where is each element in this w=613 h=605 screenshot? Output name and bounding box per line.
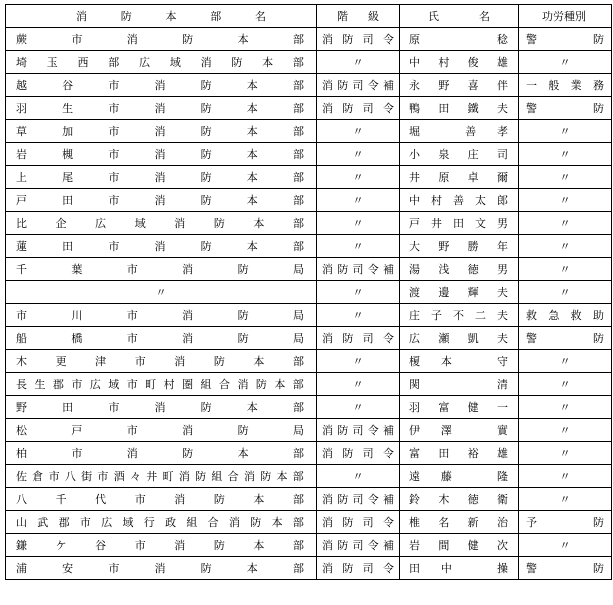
cell-award-type [519,97,612,120]
rank-text: 〃 [352,401,364,414]
cell-rank [317,189,400,212]
cell-rank [317,166,400,189]
table-row [6,143,612,166]
name-text: 渡 邊 輝 夫 [409,286,508,299]
department-text: 山 武 郡 市 広 域 行 政 組 合 消 防 本 部 [16,516,304,529]
rank-text: 消 防 司 令 補 [322,424,394,437]
cell-name [400,465,519,488]
award-type-text: 警 防 [526,562,604,575]
name-text: 堀 善 孝 [409,125,508,138]
table-row [6,373,612,396]
rank-text: 〃 [352,240,364,253]
cell-name [400,442,519,465]
cell-name [400,534,519,557]
cell-department [6,396,317,419]
cell-name [400,97,519,120]
cell-rank [317,304,400,327]
cell-department [6,465,317,488]
cell-department [6,258,317,281]
cell-award-type [519,304,612,327]
department-text: 松 戸 市 消 防 局 [16,424,304,437]
rank-text: 消 防 司 令 [322,332,394,345]
rank-text: 〃 [352,378,364,391]
cell-rank [317,327,400,350]
cell-award-type [519,166,612,189]
name-text: 鴨 田 鐵 夫 [409,102,508,115]
department-text: 埼 玉 西 部 広 域 消 防 本 部 [16,56,304,69]
name-text: 関 清 [409,378,508,391]
name-text: 広 瀬 凱 夫 [409,332,508,345]
table-body [6,28,612,580]
award-table [5,4,612,580]
cell-rank [317,143,400,166]
cell-rank [317,281,400,304]
cell-name [400,350,519,373]
cell-department [6,212,317,235]
rank-text: 消 防 司 令 [322,33,394,46]
rank-text: 〃 [352,56,364,69]
award-type-text: 〃 [559,447,571,460]
cell-name [400,304,519,327]
award-type-text: 〃 [559,401,571,414]
name-text: 遠 藤 隆 [409,470,508,483]
name-text: 永 野 喜 伴 [409,79,508,92]
header-rank [317,5,400,28]
cell-name [400,143,519,166]
award-type-text: 〃 [559,171,571,184]
cell-award-type [519,212,612,235]
department-text: 野 田 市 消 防 本 部 [16,401,304,414]
cell-award-type [519,258,612,281]
rank-text: 〃 [352,125,364,138]
header-department-label: 消 防 本 部 名 [76,10,266,23]
header-name [400,5,519,28]
cell-department [6,120,317,143]
department-text: 柏 市 消 防 本 部 [16,447,304,460]
department-text: 蓮 田 市 消 防 本 部 [16,240,304,253]
department-text: 蕨 市 消 防 本 部 [16,33,304,46]
header-row [6,5,612,28]
department-text: 木 更 津 市 消 防 本 部 [16,355,304,368]
table-row [6,327,612,350]
cell-award-type [519,51,612,74]
name-text: 富 田 裕 雄 [409,447,508,460]
award-type-text: 〃 [559,263,571,276]
table-row [6,419,612,442]
department-text: 八 千 代 市 消 防 本 部 [16,493,304,506]
cell-rank [317,534,400,557]
cell-department [6,143,317,166]
table-row [6,51,612,74]
cell-name [400,235,519,258]
cell-name [400,511,519,534]
table-row [6,350,612,373]
name-text: 湯 浅 徳 男 [409,263,508,276]
name-text: 鈴 木 徳 衛 [409,493,508,506]
name-text: 岩 間 健 次 [409,539,508,552]
cell-award-type [519,534,612,557]
table-row [6,258,612,281]
table-row [6,120,612,143]
rank-text: 〃 [352,194,364,207]
cell-department [6,166,317,189]
department-text: 浦 安 市 消 防 本 部 [16,562,304,575]
cell-rank [317,258,400,281]
department-text: 市 川 市 消 防 局 [16,309,304,322]
cell-rank [317,557,400,580]
rank-text: 〃 [352,470,364,483]
cell-department [6,511,317,534]
cell-rank [317,28,400,51]
cell-department [6,97,317,120]
cell-name [400,120,519,143]
cell-name [400,557,519,580]
rank-text: 消 防 司 令 補 [322,79,394,92]
name-text: 井 原 卓 爾 [409,171,508,184]
cell-name [400,51,519,74]
cell-rank [317,350,400,373]
cell-department [6,488,317,511]
cell-rank [317,51,400,74]
name-text: 原 稔 [409,33,508,46]
department-text: 比 企 広 域 消 防 本 部 [16,217,304,230]
cell-name [400,281,519,304]
cell-department [6,419,317,442]
award-type-text: 警 防 [526,33,604,46]
award-type-text: 〃 [559,217,571,230]
name-text: 椎 名 新 治 [409,516,508,529]
cell-name [400,419,519,442]
award-type-text: 〃 [559,148,571,161]
cell-department [6,442,317,465]
cell-rank [317,396,400,419]
cell-award-type [519,511,612,534]
cell-name [400,212,519,235]
rank-text: 〃 [352,286,364,299]
cell-rank [317,488,400,511]
award-type-text: 〃 [559,125,571,138]
cell-rank [317,74,400,97]
rank-text: 消 防 司 令 補 [322,493,394,506]
table-row [6,442,612,465]
cell-award-type [519,281,612,304]
award-type-text: 警 防 [526,332,604,345]
award-type-text: 〃 [559,355,571,368]
name-text: 庄 子 不 二 夫 [409,309,508,322]
header-name-label: 氏 名 [428,10,490,23]
table-row [6,465,612,488]
name-text: 中 村 俊 雄 [409,56,508,69]
cell-award-type [519,557,612,580]
table-row [6,28,612,51]
cell-award-type [519,327,612,350]
cell-award-type [519,442,612,465]
cell-award-type [519,396,612,419]
name-text: 中 村 善 太 郎 [409,194,508,207]
award-type-text: 〃 [559,378,571,391]
cell-rank [317,442,400,465]
cell-rank [317,419,400,442]
header-award-type-label: 功 労 種 別 [542,10,586,23]
table-row [6,212,612,235]
cell-name [400,488,519,511]
department-text: 羽 生 市 消 防 本 部 [16,102,304,115]
table-row [6,488,612,511]
name-text: 大 野 勝 年 [409,240,508,253]
cell-department [6,74,317,97]
name-text: 小 泉 庄 司 [409,148,508,161]
award-type-text: 〃 [559,194,571,207]
cell-name [400,166,519,189]
department-text: 岩 槻 市 消 防 本 部 [16,148,304,161]
award-type-text: 救 急 救 助 [526,309,604,322]
award-type-text: 〃 [559,493,571,506]
cell-award-type [519,350,612,373]
name-text: 戸 井 田 文 男 [409,217,508,230]
cell-department [6,28,317,51]
rank-text: 消 防 司 令 [322,516,394,529]
cell-name [400,189,519,212]
cell-award-type [519,373,612,396]
cell-name [400,28,519,51]
cell-name [400,396,519,419]
cell-rank [317,235,400,258]
cell-name [400,373,519,396]
table-row [6,534,612,557]
table-row [6,74,612,97]
table-row [6,557,612,580]
department-text: 越 谷 市 消 防 本 部 [16,79,304,92]
cell-department [6,189,317,212]
department-text: 長 生 郡 市 広 域 市 町 村 圏 組 合 消 防 本 部 [16,378,304,391]
award-type-text: 警 防 [526,102,604,115]
award-type-text: 〃 [559,424,571,437]
header-award-type [519,5,612,28]
name-text: 羽 富 健 一 [409,401,508,414]
cell-award-type [519,235,612,258]
header-department [6,5,317,28]
name-text: 伊 澤 實 [409,424,508,437]
award-type-text: 〃 [559,470,571,483]
name-text: 田 中 操 [409,562,508,575]
cell-department [6,235,317,258]
department-text: 草 加 市 消 防 本 部 [16,125,304,138]
header-rank-label: 階 級 [337,10,379,23]
name-text: 榎 本 守 [409,355,508,368]
table-row [6,281,612,304]
cell-rank [317,212,400,235]
cell-rank [317,97,400,120]
cell-department [6,557,317,580]
award-type-text: 〃 [559,539,571,552]
rank-text: 消 防 司 令 補 [322,263,394,276]
cell-award-type [519,419,612,442]
award-type-text: 〃 [559,56,571,69]
department-text: 佐 倉 市 八 街 市 酒 々 井 町 消 防 組 合 消 防 本 部 [16,470,304,483]
award-type-text: 一 般 業 務 [526,79,604,92]
cell-department [6,373,317,396]
cell-award-type [519,74,612,97]
cell-department [6,327,317,350]
rank-text: 消 防 司 令 [322,562,394,575]
table-row [6,189,612,212]
rank-text: 〃 [352,355,364,368]
cell-department [6,281,317,304]
cell-rank [317,120,400,143]
rank-text: 〃 [352,309,364,322]
cell-rank [317,373,400,396]
cell-department [6,304,317,327]
rank-text: 〃 [352,217,364,230]
rank-text: 〃 [352,171,364,184]
table-row [6,97,612,120]
cell-department [6,51,317,74]
department-text: 千 葉 市 消 防 局 [16,263,304,276]
cell-rank [317,465,400,488]
cell-award-type [519,143,612,166]
rank-text: 〃 [352,148,364,161]
cell-award-type [519,465,612,488]
cell-name [400,74,519,97]
table-row [6,304,612,327]
department-text: 鎌 ケ 谷 市 消 防 本 部 [16,539,304,552]
award-type-text: 予 防 [526,516,604,529]
department-text: 〃 [155,286,167,299]
department-text: 船 橋 市 消 防 局 [16,332,304,345]
cell-award-type [519,28,612,51]
cell-department [6,350,317,373]
cell-name [400,327,519,350]
cell-name [400,258,519,281]
award-type-text: 〃 [559,240,571,253]
rank-text: 消 防 司 令 補 [322,539,394,552]
department-text: 戸 田 市 消 防 本 部 [16,194,304,207]
cell-award-type [519,189,612,212]
rank-text: 消 防 司 令 [322,447,394,460]
cell-award-type [519,120,612,143]
award-type-text: 〃 [559,286,571,299]
department-text: 上 尾 市 消 防 本 部 [16,171,304,184]
table-row [6,511,612,534]
cell-rank [317,511,400,534]
table-row [6,396,612,419]
table-row [6,235,612,258]
cell-award-type [519,488,612,511]
cell-department [6,534,317,557]
rank-text: 消 防 司 令 [322,102,394,115]
table-row [6,166,612,189]
